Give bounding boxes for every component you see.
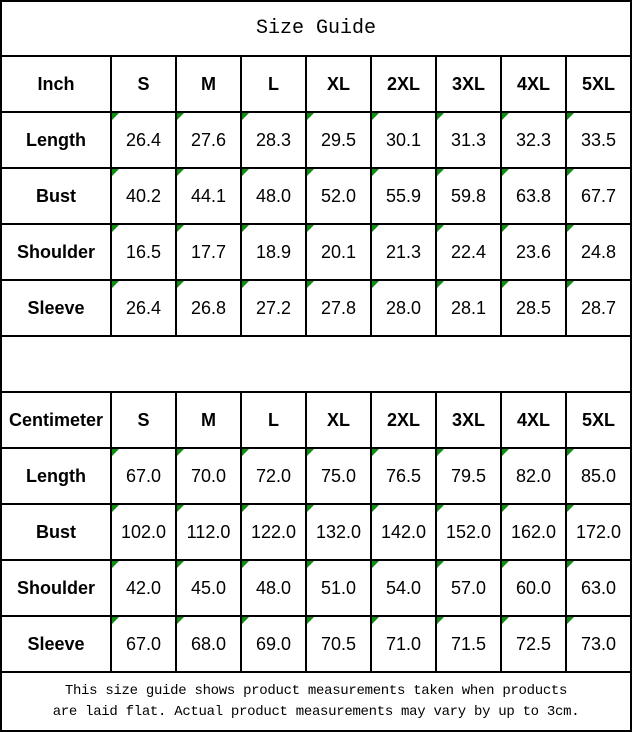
value-cell	[566, 504, 631, 560]
value-cell	[306, 616, 371, 672]
corner-marker-icon	[307, 281, 314, 288]
value-text: 16.5	[125, 241, 162, 262]
corner-marker-icon	[307, 169, 314, 176]
measure-label-cell: Shoulder	[1, 560, 111, 616]
unit-header-cell: Centimeter	[1, 392, 111, 448]
value-cell	[176, 224, 241, 280]
spacer-row	[1, 336, 631, 392]
value-text: 73.0	[580, 633, 617, 654]
value-cell	[306, 560, 371, 616]
value-cell	[371, 616, 436, 672]
value-text: 26.4	[125, 297, 162, 318]
corner-marker-icon	[112, 449, 119, 456]
value-text: 28.1	[450, 297, 487, 318]
value-text: 28.7	[580, 297, 617, 318]
size-header-cell: 5XL	[566, 56, 631, 112]
value-text: 26.8	[190, 297, 227, 318]
value-text: 63.0	[580, 577, 617, 598]
corner-marker-icon	[372, 281, 379, 288]
value-text: 70.0	[190, 465, 227, 486]
value-cell	[371, 168, 436, 224]
value-text: 28.5	[515, 297, 552, 318]
measure-label-cell: Sleeve	[1, 280, 111, 336]
measure-label-cell: Shoulder	[1, 224, 111, 280]
value-cell	[176, 504, 241, 560]
value-cell	[306, 168, 371, 224]
value-cell	[371, 112, 436, 168]
value-cell	[111, 616, 176, 672]
table-row	[1, 504, 631, 560]
corner-marker-icon	[502, 169, 509, 176]
corner-marker-icon	[372, 505, 379, 512]
size-header-cell: 4XL	[501, 392, 566, 448]
value-cell	[566, 224, 631, 280]
corner-marker-icon	[307, 505, 314, 512]
size-header-cell: 3XL	[436, 392, 501, 448]
value-text: 20.1	[320, 241, 357, 262]
corner-marker-icon	[177, 169, 184, 176]
value-text: 27.6	[190, 129, 227, 150]
value-text: 44.1	[190, 185, 227, 206]
value-cell	[176, 168, 241, 224]
value-text: 59.8	[450, 185, 487, 206]
value-cell	[111, 112, 176, 168]
value-text: 70.5	[320, 633, 357, 654]
value-text: 57.0	[450, 577, 487, 598]
value-cell	[111, 448, 176, 504]
measure-label-cell: Length	[1, 112, 111, 168]
corner-marker-icon	[112, 169, 119, 176]
value-cell	[501, 448, 566, 504]
value-text: 54.0	[385, 577, 422, 598]
corner-marker-icon	[242, 225, 249, 232]
footer-note-line2: are laid flat. Actual product measurements may vary by up to 3cm.	[52, 703, 580, 720]
corner-marker-icon	[437, 561, 444, 568]
value-text: 51.0	[320, 577, 357, 598]
corner-marker-icon	[567, 113, 574, 120]
corner-marker-icon	[567, 225, 574, 232]
value-cell	[111, 280, 176, 336]
value-cell	[436, 616, 501, 672]
value-text: 27.2	[255, 297, 292, 318]
corner-marker-icon	[372, 561, 379, 568]
value-cell	[306, 448, 371, 504]
value-text: 172.0	[575, 521, 622, 542]
size-header-cell: 2XL	[371, 392, 436, 448]
value-cell	[436, 448, 501, 504]
value-text: 33.5	[580, 129, 617, 150]
measure-label-cell: Bust	[1, 168, 111, 224]
value-text: 21.3	[385, 241, 422, 262]
corner-marker-icon	[502, 113, 509, 120]
title-row	[1, 1, 631, 56]
value-text: 85.0	[580, 465, 617, 486]
value-cell	[371, 448, 436, 504]
value-text: 55.9	[385, 185, 422, 206]
value-cell	[436, 224, 501, 280]
corner-marker-icon	[567, 169, 574, 176]
corner-marker-icon	[567, 617, 574, 624]
value-text: 72.0	[255, 465, 292, 486]
corner-marker-icon	[177, 617, 184, 624]
value-cell	[306, 112, 371, 168]
value-cell	[176, 560, 241, 616]
corner-marker-icon	[307, 113, 314, 120]
corner-marker-icon	[502, 505, 509, 512]
size-header-cell: 5XL	[566, 392, 631, 448]
corner-marker-icon	[372, 617, 379, 624]
corner-marker-icon	[177, 449, 184, 456]
value-cell	[111, 224, 176, 280]
value-text: 72.5	[515, 633, 552, 654]
value-cell	[371, 224, 436, 280]
corner-marker-icon	[372, 113, 379, 120]
corner-marker-icon	[437, 505, 444, 512]
corner-marker-icon	[177, 225, 184, 232]
value-text: 23.6	[515, 241, 552, 262]
value-text: 31.3	[450, 129, 487, 150]
corner-marker-icon	[502, 617, 509, 624]
value-cell	[436, 168, 501, 224]
corner-marker-icon	[502, 281, 509, 288]
corner-marker-icon	[112, 617, 119, 624]
value-cell	[241, 168, 306, 224]
value-text: 63.8	[515, 185, 552, 206]
corner-marker-icon	[437, 169, 444, 176]
value-text: 132.0	[315, 521, 362, 542]
corner-marker-icon	[242, 449, 249, 456]
corner-marker-icon	[112, 561, 119, 568]
corner-marker-icon	[437, 449, 444, 456]
corner-marker-icon	[112, 225, 119, 232]
corner-marker-icon	[502, 225, 509, 232]
value-text: 48.0	[255, 185, 292, 206]
value-text: 68.0	[190, 633, 227, 654]
value-cell	[566, 616, 631, 672]
value-cell	[501, 616, 566, 672]
value-text: 142.0	[380, 521, 427, 542]
value-text: 79.5	[450, 465, 487, 486]
corner-marker-icon	[567, 281, 574, 288]
value-cell	[501, 168, 566, 224]
table-row	[1, 280, 631, 336]
value-cell	[176, 280, 241, 336]
value-cell	[241, 616, 306, 672]
value-text: 24.8	[580, 241, 617, 262]
value-text: 27.8	[320, 297, 357, 318]
value-cell	[566, 280, 631, 336]
value-text: 76.5	[385, 465, 422, 486]
size-header-cell: XL	[306, 56, 371, 112]
size-header-cell: XL	[306, 392, 371, 448]
corner-marker-icon	[437, 281, 444, 288]
table-row	[1, 448, 631, 504]
corner-marker-icon	[177, 113, 184, 120]
corner-marker-icon	[372, 449, 379, 456]
table-row	[1, 168, 631, 224]
measure-label-cell: Length	[1, 448, 111, 504]
measure-label-cell: Bust	[1, 504, 111, 560]
corner-marker-icon	[372, 169, 379, 176]
value-cell	[566, 560, 631, 616]
corner-marker-icon	[177, 505, 184, 512]
value-cell	[501, 504, 566, 560]
value-cell	[566, 448, 631, 504]
size-header-cell: 4XL	[501, 56, 566, 112]
corner-marker-icon	[242, 617, 249, 624]
corner-marker-icon	[112, 505, 119, 512]
size-header-cell: 3XL	[436, 56, 501, 112]
spacer-cell	[1, 336, 631, 392]
value-cell	[371, 560, 436, 616]
corner-marker-icon	[177, 281, 184, 288]
value-text: 69.0	[255, 633, 292, 654]
value-cell	[501, 112, 566, 168]
value-text: 162.0	[510, 521, 557, 542]
value-text: 30.1	[385, 129, 422, 150]
corner-marker-icon	[112, 113, 119, 120]
value-text: 75.0	[320, 465, 357, 486]
value-text: 67.7	[580, 185, 617, 206]
table-row	[1, 224, 631, 280]
value-cell	[176, 448, 241, 504]
page-title: Size Guide	[1, 1, 631, 56]
value-cell	[241, 224, 306, 280]
table-row	[1, 560, 631, 616]
value-text: 42.0	[125, 577, 162, 598]
value-cell	[241, 560, 306, 616]
size-guide-body	[1, 1, 631, 731]
footer-note-line1: This size guide shows product measurements taken when products	[64, 682, 568, 699]
value-text: 112.0	[186, 521, 231, 542]
value-cell	[501, 560, 566, 616]
corner-marker-icon	[307, 617, 314, 624]
value-cell	[176, 616, 241, 672]
corner-marker-icon	[567, 505, 574, 512]
value-text: 45.0	[190, 577, 227, 598]
corner-marker-icon	[242, 561, 249, 568]
size-header-cell: S	[111, 56, 176, 112]
table-row	[1, 112, 631, 168]
value-text: 28.3	[255, 129, 292, 150]
value-text: 71.5	[450, 633, 487, 654]
value-text: 152.0	[445, 521, 492, 542]
value-text: 29.5	[320, 129, 357, 150]
value-text: 48.0	[255, 577, 292, 598]
size-header-cell: S	[111, 392, 176, 448]
value-text: 52.0	[320, 185, 357, 206]
value-cell	[371, 280, 436, 336]
table-row	[1, 616, 631, 672]
corner-marker-icon	[242, 113, 249, 120]
value-cell	[306, 280, 371, 336]
value-text: 102.0	[120, 521, 167, 542]
corner-marker-icon	[437, 113, 444, 120]
value-cell	[371, 504, 436, 560]
value-text: 32.3	[515, 129, 552, 150]
value-cell	[501, 280, 566, 336]
value-text: 122.0	[250, 521, 297, 542]
value-text: 71.0	[385, 633, 422, 654]
corner-marker-icon	[502, 561, 509, 568]
corner-marker-icon	[307, 225, 314, 232]
value-cell	[436, 560, 501, 616]
value-cell	[436, 112, 501, 168]
footer-note	[1, 672, 631, 731]
value-text: 60.0	[515, 577, 552, 598]
corner-marker-icon	[567, 561, 574, 568]
value-cell	[306, 504, 371, 560]
value-cell	[176, 112, 241, 168]
value-cell	[241, 448, 306, 504]
corner-marker-icon	[242, 281, 249, 288]
measure-label-cell: Sleeve	[1, 616, 111, 672]
size-header-cell: M	[176, 56, 241, 112]
corner-marker-icon	[112, 281, 119, 288]
value-cell	[241, 504, 306, 560]
size-header-cell: M	[176, 392, 241, 448]
size-header-cell: 2XL	[371, 56, 436, 112]
unit-header-cell: Inch	[1, 56, 111, 112]
value-cell	[566, 168, 631, 224]
value-text: 67.0	[125, 633, 162, 654]
value-text: 17.7	[190, 241, 227, 262]
value-cell	[111, 504, 176, 560]
value-cell	[501, 224, 566, 280]
value-text: 18.9	[255, 241, 292, 262]
value-text: 82.0	[515, 465, 552, 486]
corner-marker-icon	[307, 449, 314, 456]
value-text: 22.4	[450, 241, 487, 262]
value-text: 26.4	[125, 129, 162, 150]
value-cell	[436, 504, 501, 560]
size-header-cell: L	[241, 56, 306, 112]
value-cell	[436, 280, 501, 336]
corner-marker-icon	[242, 169, 249, 176]
corner-marker-icon	[242, 505, 249, 512]
footer-row	[1, 672, 631, 731]
value-cell	[241, 280, 306, 336]
corner-marker-icon	[177, 561, 184, 568]
value-cell	[111, 168, 176, 224]
value-text: 40.2	[125, 185, 162, 206]
value-text: 67.0	[125, 465, 162, 486]
value-cell	[111, 560, 176, 616]
value-cell	[566, 112, 631, 168]
size-header-cell: L	[241, 392, 306, 448]
corner-marker-icon	[372, 225, 379, 232]
corner-marker-icon	[437, 617, 444, 624]
corner-marker-icon	[307, 561, 314, 568]
header-row	[1, 392, 631, 448]
value-text: 28.0	[385, 297, 422, 318]
corner-marker-icon	[502, 449, 509, 456]
value-cell	[241, 112, 306, 168]
header-row	[1, 56, 631, 112]
corner-marker-icon	[437, 225, 444, 232]
corner-marker-icon	[567, 449, 574, 456]
value-cell	[306, 224, 371, 280]
